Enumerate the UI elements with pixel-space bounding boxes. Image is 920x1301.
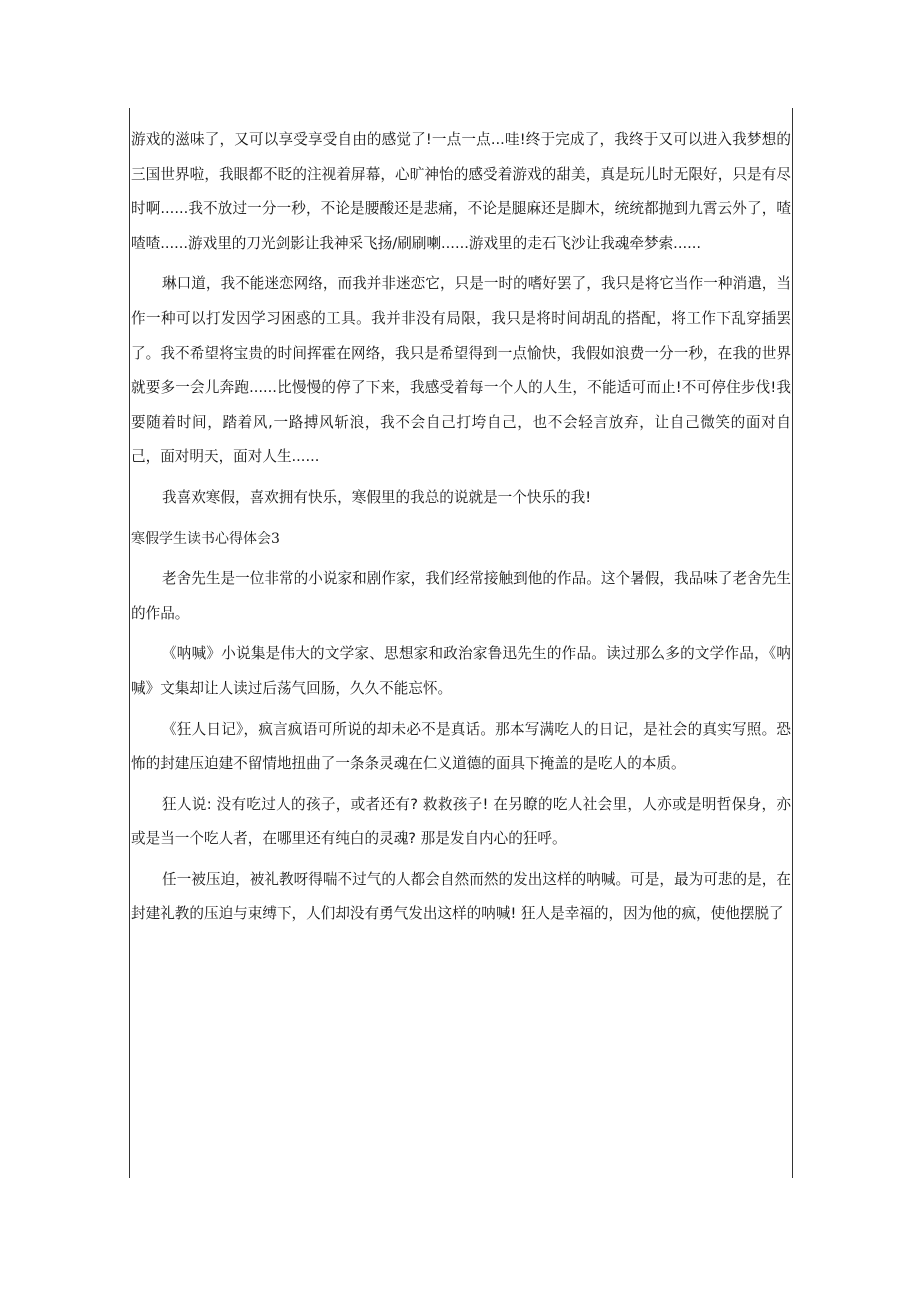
paragraph-madman-diary: 《狂人日记》，疯言疯语可所说的却未必不是真话。那本写满吃人的日记，是社会的真实写照。恐怖的封建压迫建不留情地扭曲了一条条灵魂在仁义道德的面具下掩盖的是吃人的本质。: [131, 720, 791, 773]
paragraph-lao-she: 老舍先生是一位非常的小说家和剧作家，我们经常接触到他的作品。这个暑假，我品味了老舍先生的作品。: [131, 570, 791, 622]
left-border-line: [129, 108, 130, 1178]
right-border-line: [792, 108, 793, 1178]
document-body: [131, 123, 791, 938]
paragraph-nahan: 《呐喊》小说集是伟大的文学家、思想家和政治家鲁迅先生的作品。读过那么多的文学作品，《呐喊》文集却让人读过后荡气回肠，久久不能忘怀。: [131, 645, 791, 697]
paragraph-oppression: 任一被压迫，被礼教呀得喘不过气的人都会自然而然的发出这样的呐喊。可是，最为可悲的是，在封建礼教的压迫与束缚下，人们却没有勇气发出这样的呐喊! 狂人是幸福的，因为他的疯，使他摆脱了: [131, 870, 791, 923]
section-heading: 寒假学生读书心得体会3: [131, 530, 280, 547]
paragraph-game-fun: 游戏的滋味了，又可以享受享受自由的感觉了!一点一点...哇!终于完成了，我终于又可以进入我梦想的三国世界啦，我眼都不眨的注视着屏幕，心旷神怡的感受着游戏的甜美，真是玩儿时无限好，只是有尽时啊......我不放过一分一秒，不论是腰酸还是悲痛，不论是腿麻还是脚木，统统都抛到九霄云外了，喳喳喳......游戏里的刀光剑影让我神采飞扬/刷刷喇......游戏里的走石飞沙让我魂牵梦索......: [131, 131, 791, 252]
paragraph-madman-says: 狂人说: 没有吃过人的孩子，或者还有? 救救孩子! 在另瞭的吃人社会里，人亦或是明哲保身，亦或是当一个吃人者，在哪里还有纯白的灵魂? 那是发自内心的狂呼。: [131, 795, 791, 848]
paragraph-internet-reflection: 琳口道，我不能迷恋网络，而我并非迷恋它，只是一时的嗜好罢了，我只是将它当作一种消遣，当作一种可以打发因学习困惑的工具。我并非没有局限，我只是将时间胡乱的搭配，将工作下乱穿插罢了。我不希望将宝贵的时间挥霍在网络，我只是希望得到一点愉快，我假如浪费一分一秒，在我的世界就要多一会儿奔跑......比慢慢的停了下来，我感受着每一个人的人生，不能适可而止!不可停住步伐!我要随着时间，踏着风,一路搏风斩浪，我不会自己打垮自己，也不会轻言放弃，让自己微笑的面对自己，面对明天，面对人生......: [131, 275, 791, 466]
paragraph-love-winter-break: 我喜欢寒假，喜欢拥有快乐，寒假里的我总的说就是一个快乐的我!: [162, 488, 592, 506]
